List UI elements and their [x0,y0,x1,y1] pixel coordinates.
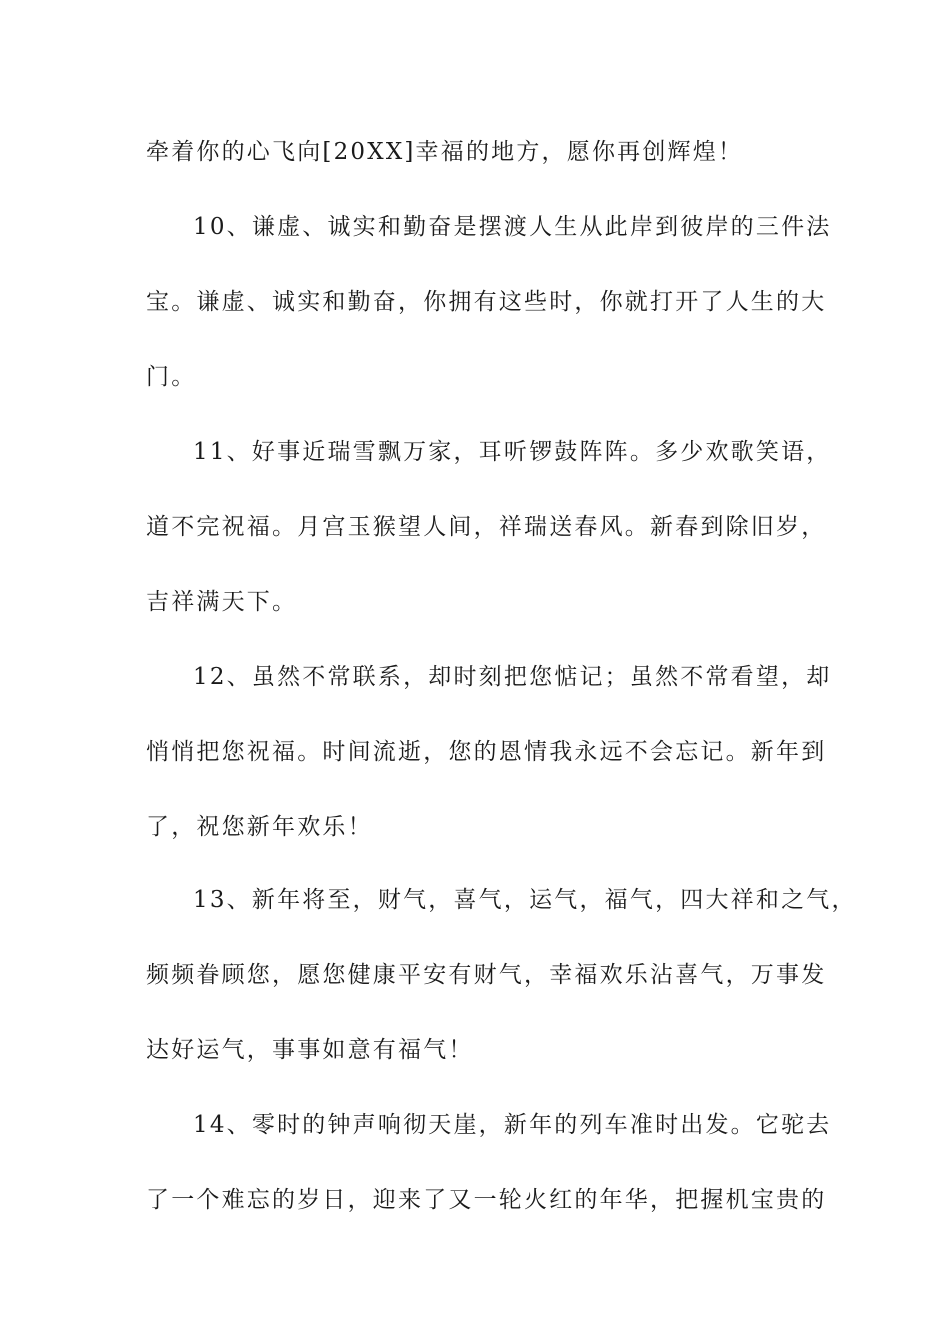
text-line: 道不完祝福。月宫玉猴望人间，祥瑞送春风。新春到除旧岁， [146,514,827,540]
text-line: 门。 [146,364,197,390]
text-line: 10、谦虚、诚实和勤奋是摆渡人生从此岸到彼岸的三件法 [193,214,832,240]
text-line: 达好运气，事事如意有福气！ [146,1037,474,1063]
text-line: 12、虽然不常联系，却时刻把您惦记；虽然不常看望，却 [193,664,832,690]
text-line: 频频眷顾您，愿您健康平安有财气，幸福欢乐沾喜气，万事发 [146,962,827,988]
text-line: 吉祥满天下。 [146,589,298,615]
text-line: 牵着你的心飞向[20XX]幸福的地方，愿你再创辉煌！ [146,139,744,165]
text-line: 宝。谦虚、诚实和勤奋，你拥有这些时，你就打开了人生的大 [146,289,827,315]
text-line: 悄悄把您祝福。时间流逝，您的恩情我永远不会忘记。新年到 [146,739,827,765]
text-line: 14、零时的钟声响彻天崖，新年的列车准时出发。它驼去 [193,1112,832,1138]
text-line: 了，祝您新年欢乐！ [146,814,373,840]
text-line: 了一个难忘的岁日，迎来了又一轮火红的年华，把握机宝贵的 [146,1187,827,1213]
text-line: 13、新年将至，财气，喜气，运气，福气，四大祥和之气， [193,887,857,913]
text-line: 11、好事近瑞雪飘万家，耳听锣鼓阵阵。多少欢歌笑语， [193,439,832,465]
